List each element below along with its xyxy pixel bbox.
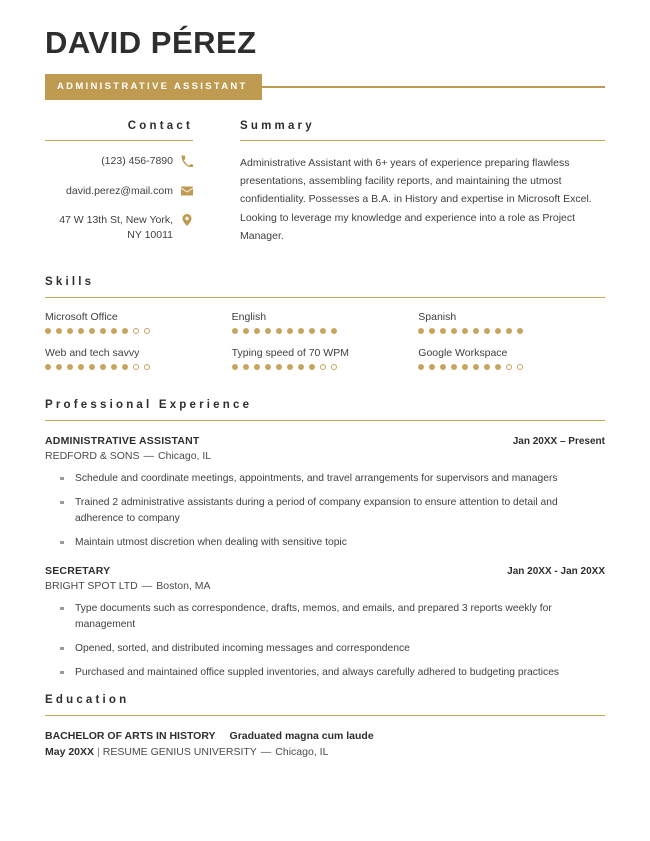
education-heading: Education [45,694,605,716]
rating-dot-filled [67,364,73,370]
skill-name: Google Workspace [418,347,508,360]
rating-dot-filled [473,328,479,334]
job-bullet: Purchased and maintained office suppled inventories, and always carefully adhered to budgeting practices [45,665,605,681]
education-location: Chicago, IL [275,746,329,759]
candidate-name: DAVID PÉREZ [45,25,257,60]
job-bullet: Schedule and coordinate meetings, appointments, and travel arrangements for supervisors and managers [45,471,605,487]
job-bullet: Type documents such as correspondence, drafts, memos, and emails, and prepared 3 reports weekly for management [45,601,605,633]
experience-entry-header [45,565,605,577]
job-title: ADMINISTRATIVE ASSISTANT [45,434,200,447]
job-bullet: Trained 2 administrative assistants during a period of company expansion to ensure attention to detail and adherence to company [45,495,605,527]
contact-list [45,154,193,243]
rating-dot-filled [276,364,282,370]
rating-dot-empty [506,364,512,370]
experience-section [45,399,605,680]
rating-dot-filled [462,364,468,370]
skill-name: Web and tech savvy [45,347,140,360]
skill-item [232,347,419,370]
rating-dot-empty [331,364,337,370]
job-date-range: Jan 20XX - Jan 20XX [507,565,605,577]
rating-dot-filled [243,328,249,334]
rating-dot-filled [484,364,490,370]
summary-text: Administrative Assistant with 6+ years of experience preparing flawless presentations, assembling facility reports, and maintaining the utmost confidentiality. Possesses a B.A. in History and expertise in Microsoft Excel. Looking to leverage my knowledge and experience into a role as Project Manager. [240,157,592,242]
contact-summary-row [45,120,605,255]
education-honors: Graduated magna cum laude [229,730,374,743]
job-separator: — [141,579,153,592]
rating-dot-filled [100,364,106,370]
phone-icon [181,155,193,172]
contact-address-text: 47 W 13th St, New York, NY 10011 [59,213,173,242]
rating-dot-filled [89,364,95,370]
education-pipe: | [97,746,100,759]
education-entry [45,729,605,761]
rating-dot-filled [254,364,260,370]
rating-dot-filled [418,328,424,334]
rating-dot-filled [78,364,84,370]
experience-entry [45,565,605,681]
skill-item [418,311,605,334]
skill-name: English [231,311,267,324]
rating-dot-filled [309,364,315,370]
rating-dot-empty [144,328,150,334]
rating-dot-filled [89,328,95,334]
job-title-badge: ADMINISTRATIVE ASSISTANT [45,74,262,100]
header-rule [262,86,605,88]
skill-rating-dots [232,328,419,334]
contact-item-phone[interactable] [45,154,193,172]
job-bullet-list [45,471,605,551]
skill-item [45,311,232,334]
skill-item [418,347,605,370]
rating-dot-filled [276,328,282,334]
rating-dot-filled [111,364,117,370]
education-school-line [45,745,605,761]
contact-heading: Contact [45,120,193,142]
rating-dot-filled [111,328,117,334]
rating-dot-filled [232,328,238,334]
rating-dot-filled [418,364,424,370]
rating-dot-empty [144,364,150,370]
rating-dot-filled [265,364,271,370]
rating-dot-filled [429,364,435,370]
resume-header [45,0,605,100]
rating-dot-filled [473,364,479,370]
rating-dot-filled [78,328,84,334]
skill-item [45,347,232,370]
rating-dot-filled [484,328,490,334]
rating-dot-filled [451,328,457,334]
rating-dot-filled [517,328,523,334]
job-location: Boston, MA [156,579,211,592]
rating-dot-filled [265,328,271,334]
job-employer: BRIGHT SPOT LTD [45,579,138,592]
skill-rating-dots [45,328,232,334]
job-separator: — [143,449,155,462]
rating-dot-filled [331,328,337,334]
experience-entry [45,435,605,551]
jobs-container [45,435,605,681]
rating-dot-filled [462,328,468,334]
job-employer-line [45,450,605,462]
education-separator: — [260,746,272,759]
rating-dot-filled [298,364,304,370]
rating-dot-filled [287,364,293,370]
skills-section [45,276,605,383]
rating-dot-filled [506,328,512,334]
rating-dot-filled [67,328,73,334]
skill-item [232,311,419,334]
contact-item-address[interactable] [45,213,193,243]
envelope-icon [181,185,193,202]
rating-dot-filled [56,328,62,334]
contact-section [45,120,193,255]
contact-phone-text: (123) 456-7890 [101,155,173,168]
job-employer: REDFORD & SONS [45,449,140,462]
rating-dot-filled [451,364,457,370]
rating-dot-filled [122,328,128,334]
rating-dot-filled [232,364,238,370]
rating-dot-filled [243,364,249,370]
rating-dot-filled [254,328,260,334]
skill-name: Microsoft Office [45,311,118,324]
rating-dot-empty [133,364,139,370]
summary-heading: Summary [240,120,605,142]
job-location: Chicago, IL [158,449,212,462]
rating-dot-filled [45,364,51,370]
rating-dot-filled [320,328,326,334]
experience-entry-header [45,435,605,447]
location-pin-icon [181,214,193,231]
skill-name: Typing speed of 70 WPM [231,347,349,360]
education-school: RESUME GENIUS UNIVERSITY [102,746,257,759]
rating-dot-filled [440,328,446,334]
job-title-row [45,74,605,100]
rating-dot-filled [122,364,128,370]
rating-dot-filled [429,328,435,334]
job-bullet: Opened, sorted, and distributed incoming messages and correspondence [45,641,605,657]
rating-dot-filled [287,328,293,334]
job-title: SECRETARY [45,564,111,577]
education-date: May 20XX [45,746,95,759]
rating-dot-filled [45,328,51,334]
summary-section [240,120,605,255]
rating-dot-filled [309,328,315,334]
experience-heading: Professional Experience [45,399,605,421]
skill-name: Spanish [418,311,457,324]
skill-rating-dots [418,364,605,370]
skill-rating-dots [232,364,419,370]
job-bullet: Maintain utmost discretion when dealing with sensitive topic [45,535,605,551]
education-degree-line [45,729,605,745]
job-employer-line [45,580,605,592]
job-bullet-list [45,601,605,681]
rating-dot-filled [100,328,106,334]
rating-dot-empty [133,328,139,334]
job-date-range: Jan 20XX – Present [512,435,605,447]
skills-heading: Skills [45,276,605,298]
skill-rating-dots [45,364,232,370]
skills-grid [45,311,605,383]
skill-rating-dots [418,328,605,334]
rating-dot-empty [517,364,523,370]
education-degree: BACHELOR OF ARTS IN HISTORY [45,730,216,743]
rating-dot-filled [298,328,304,334]
rating-dot-empty [320,364,326,370]
rating-dot-filled [56,364,62,370]
education-section [45,694,605,760]
rating-dot-filled [440,364,446,370]
contact-email-text: david.perez@mail.com [66,184,173,197]
rating-dot-filled [495,328,501,334]
contact-item-email[interactable] [45,184,193,202]
rating-dot-filled [495,364,501,370]
